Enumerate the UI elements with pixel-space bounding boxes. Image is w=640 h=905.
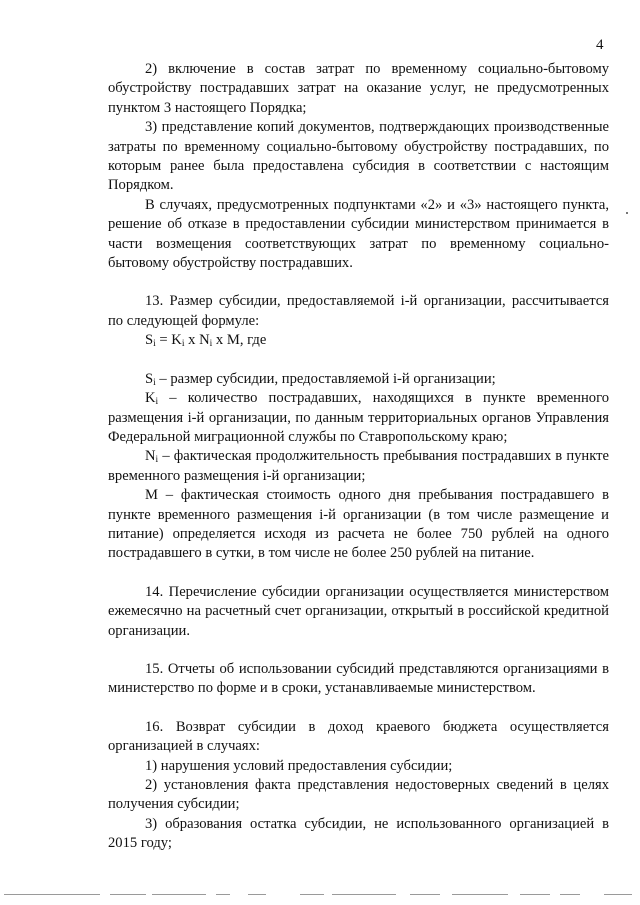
paragraph-16-item-1: 1) нарушения условий предоставления субсидии; [145,757,453,774]
formula-k-sub: i [181,339,185,350]
definition-s-text: – размер субсидии, предоставляемой i-й организации; [155,370,496,387]
paragraph-16-item-2: 2) установления факта представления недостоверных сведений в целях получения субсидии; [108,777,609,813]
formula-k: K [171,332,182,349]
paragraph-16-item-3: 3) образования остатка субсидии, не использованного организацией в 2015 году; [108,815,609,852]
definition-n-symbol: N [145,448,156,465]
paragraph-14: 14. Перечисление субсидии организации осуществляется министерством ежемесячно на расчетный счет организации, открытый в российской кредитной организации. [108,583,609,639]
formula-n-sub: i [209,339,213,350]
scan-footer-marks [0,892,640,898]
definition-s-sub: i [153,377,156,388]
scan-mark [604,894,632,895]
formula-s: S [145,332,154,349]
formula-s-sub: i [153,339,156,350]
scan-mark [300,894,324,895]
formula-n: N [199,332,210,349]
scan-mark [110,894,146,895]
paragraph-16: 16. Возврат субсидии в доход краевого бюджета осуществляется организацией в случаях: [108,718,609,755]
scan-mark [152,894,206,895]
definition-n-text: – фактическая продолжительность пребывания пострадавших в пункте временного размещения i-й организации; [108,448,609,484]
definition-k [108,389,609,447]
scan-mark [560,894,580,895]
paragraph-refusal-note: В случаях, предусмотренных подпунктами «2» и «3» настоящего пункта, решение об отказе в предоставлении субсидии министерством принимается в части возмещения соответствующих затрат по временному социально-бытовому обустройству пострадавших. [108,196,609,272]
scan-mark [452,894,508,895]
paragraph-item-2: 2) включение в состав затрат по временному социально-бытовому обустройству пострадавших затрат на оказание услуг, не предусмотренных пунктом 3 настоящего Порядка; [108,61,609,116]
scan-mark [520,894,550,895]
definition-k-sub: i [155,397,159,408]
subsidy-formula [108,331,609,350]
formula-x1: x [184,332,200,349]
document-body [108,60,609,854]
definition-n-sub: i [155,455,159,466]
scan-mark [4,894,100,895]
definition-s-symbol: S [145,370,154,387]
scan-mark [216,894,230,895]
paragraph-13: 13. Размер субсидии, предоставляемой i-й организации, рассчитывается по следующей формуле: [108,293,609,329]
definition-s [108,370,609,389]
definition-m: М – фактическая стоимость одного дня пребывания пострадавшего в пункте временного размещения i-й организации (в том числе размещение и питание) определяется исходя из расчета не более 750 рублей на одного пострадавшего в сутки, в том числе не более 250 рублей на питание. [108,487,609,562]
paragraph-item-3: 3) представление копий документов, подтверждающих производственные затраты по временному социально-бытовому обустройству пострадавших, по которым ранее была предоставлена субсидия в соответствии с настоящим Порядком. [108,119,609,194]
formula-eq: = [155,332,172,349]
scan-mark [332,894,396,895]
page-number: 4 [596,37,604,53]
definition-k-text: – количество пострадавших, находящихся в пункте временного размещения i-й организации, по данным территориальных органов Управления Федеральной миграционной службы по Ставропольскому краю; [108,390,609,445]
formula-m: M [226,332,240,349]
scan-mark [248,894,266,895]
definition-k-symbol: K [145,390,156,407]
scan-mark [410,894,440,895]
scan-speck [626,212,628,214]
paragraph-15: 15. Отчеты об использовании субсидий представляются организациями в министерство по форме и в сроки, устанавливаемые министерством. [108,660,609,697]
formula-tail: , где [239,332,267,349]
formula-x2: x [212,332,227,349]
definition-n [108,447,609,486]
